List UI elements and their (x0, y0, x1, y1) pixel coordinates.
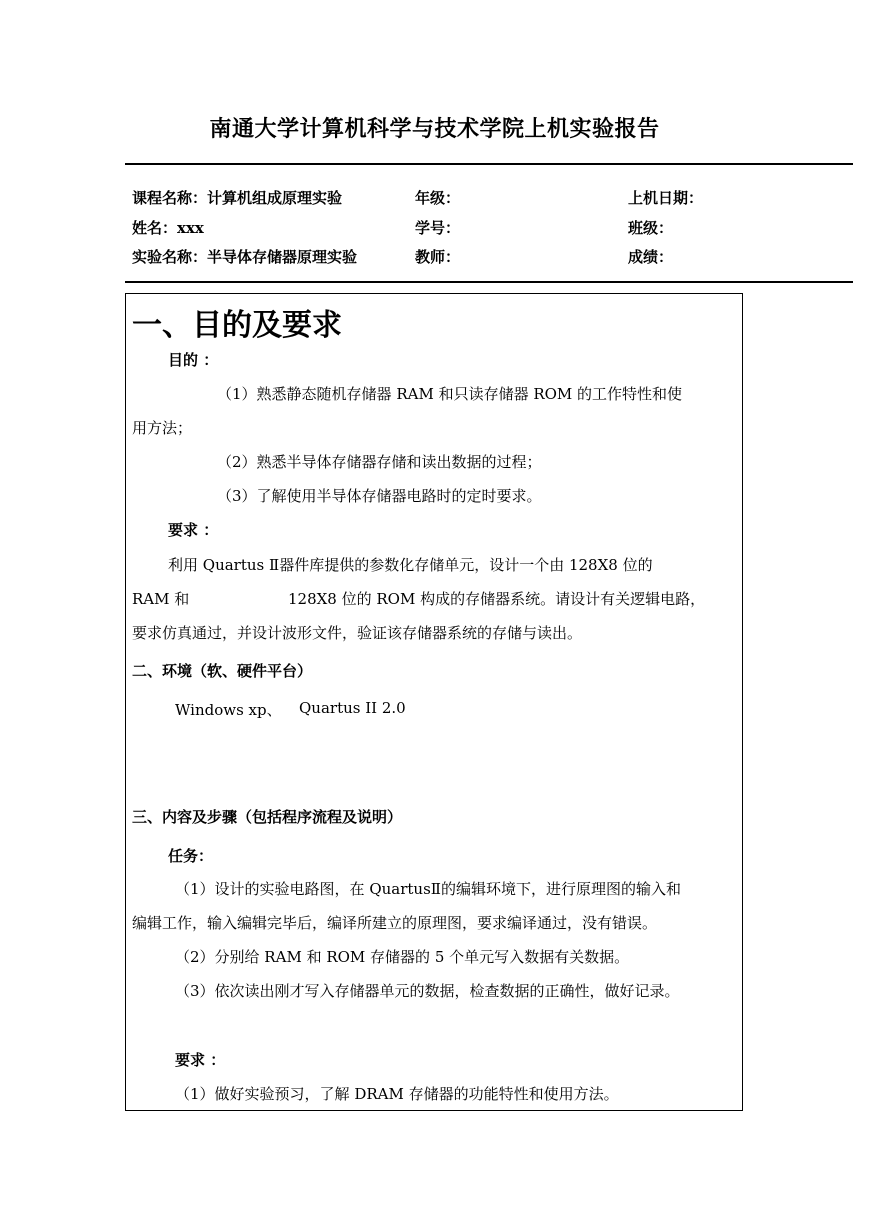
report-title: 南通大学计算机科学与技术学院上机实验报告 (209, 116, 660, 142)
header-bottom-rule (125, 281, 853, 283)
task-label: 任务： (168, 847, 214, 865)
env-os: Windows xp、 (175, 701, 282, 719)
section3-heading: 三、内容及步骤（包括程序流程及说明） (132, 808, 403, 826)
env-tool: Quartus II 2.0 (299, 699, 406, 717)
class-label: 班级： (628, 219, 674, 237)
task-line-1: （1）设计的实验电路图，在 QuartusⅡ的编辑环境下，进行原理图的输入和 (175, 880, 681, 898)
course-name-row (132, 187, 342, 208)
section3-requirement-label: 要求 ： (175, 1051, 226, 1069)
requirement-line-2b: 128X8 位的 ROM 构成的存储器系统。请设计有关逻辑电路， (288, 590, 706, 608)
teacher-label: 教师： (415, 248, 461, 266)
requirement-line-3: 要求仿真通过，并设计波形文件，验证该存储器系统的存储与读出。 (132, 624, 583, 642)
course-name-label: 课程名称： (132, 189, 208, 207)
course-name-value: 计算机组成原理实验 (207, 189, 343, 207)
header-top-rule (125, 163, 853, 165)
section3-requirement-line-1: （1）做好实验预习，了解 DRAM 存储器的功能特性和使用方法。 (175, 1085, 619, 1103)
student-name-value: xxx (177, 219, 204, 237)
experiment-name-label: 实验名称： (132, 248, 208, 266)
section2-heading: 二、环境（软、硬件平台） (132, 662, 313, 680)
student-name-row (132, 217, 204, 238)
purpose-item-2: （2）熟悉半导体存储器存储和读出数据的过程； (217, 453, 542, 471)
requirement-line-2a: RAM 和 (132, 590, 190, 608)
section1-heading: 一、目的及要求 (132, 308, 342, 343)
experiment-name-row (132, 246, 357, 267)
requirement-line-1: 利用 Quartus Ⅱ器件库提供的参数化存储单元，设计一个由 128X8 位的 (168, 556, 653, 574)
task-line-1-cont: 编辑工作，输入编辑完毕后，编译所建立的原理图，要求编译通过，没有错误。 (132, 914, 658, 932)
task-line-2: （2）分别给 RAM 和 ROM 存储器的 5 个单元写入数据有关数据。 (175, 948, 630, 966)
experiment-name-value: 半导体存储器原理实验 (207, 248, 358, 266)
purpose-item-3: （3）了解使用半导体存储器电路时的定时要求。 (217, 487, 542, 505)
student-name-label: 姓名： (132, 219, 178, 237)
purpose-item-1: （1）熟悉静态随机存储器 RAM 和只读存储器 ROM 的工作特性和使 (217, 385, 683, 403)
lab-date-label: 上机日期： (628, 189, 704, 207)
requirement-label: 要求 ： (168, 521, 219, 539)
score-label: 成绩： (628, 248, 674, 266)
task-line-3: （3）依次读出刚才写入存储器单元的数据，检查数据的正确性，做好记录。 (175, 982, 680, 1000)
purpose-item-1-cont: 用方法； (132, 419, 193, 437)
purpose-label: 目的 ： (168, 351, 219, 369)
student-id-label: 学号： (415, 219, 461, 237)
grade-label: 年级： (415, 189, 461, 207)
